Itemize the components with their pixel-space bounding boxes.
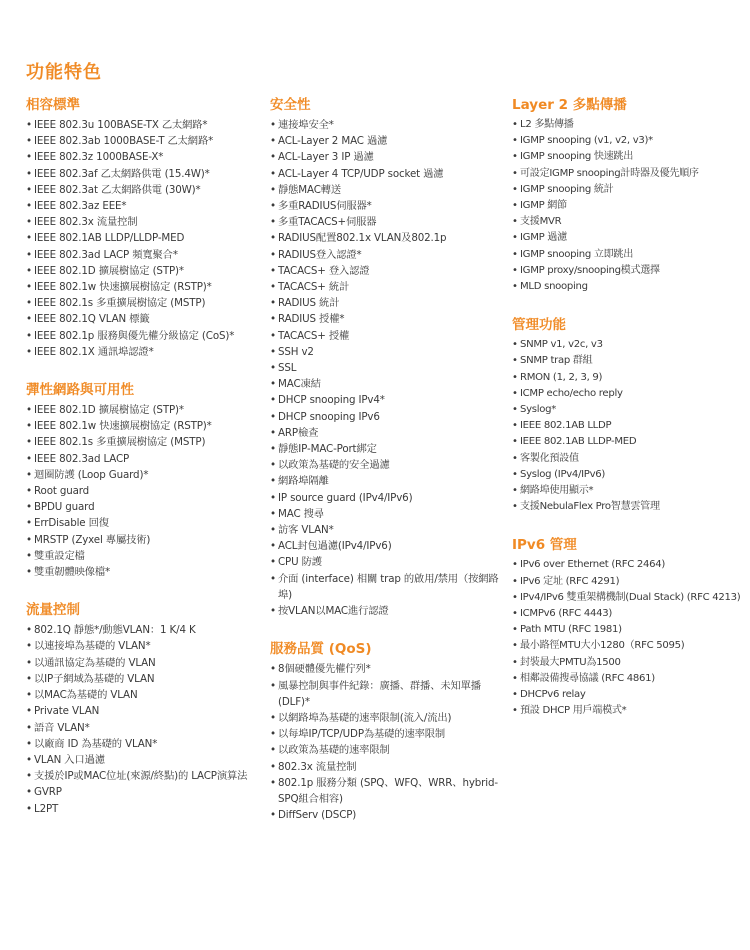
feature-list-item: • IEEE 802.1Q VLAN 標籤 [26, 311, 262, 327]
feature-section [512, 316, 744, 515]
feature-list-item: • 風暴控制與事件紀錄：廣播、群播、未知單播(DLF)* [270, 678, 506, 710]
feature-list-item: • 802.1Q 靜態*/動態VLAN：1 K/4 K [26, 622, 262, 638]
feature-list-item: • GVRP [26, 784, 262, 800]
feature-list-item: • 以IP子網域為基礎的 VLAN [26, 671, 262, 687]
feature-list-item: • RADIUS配置802.1x VLAN及802.1p [270, 230, 506, 246]
section-title: 安全性 [270, 97, 311, 113]
feature-list-item: • 客製化預設值 [512, 451, 744, 467]
feature-list-item: • IGMP 網節 [512, 198, 744, 214]
feature-list-item: • BPDU guard [26, 499, 262, 515]
feature-list-item: • 以網路埠為基礎的速率限制(流入/流出) [270, 710, 506, 726]
feature-list-item: • 封裝最大PMTU為1500 [512, 655, 744, 671]
feature-list-item: • RADIUS 統計 [270, 295, 506, 311]
feature-list-item: • 以連接埠為基礎的 VLAN* [26, 638, 262, 654]
feature-list-item: • 以每埠IP/TCP/UDP為基礎的速率限制 [270, 726, 506, 742]
feature-list-item: • IEEE 802.1s 多重擴展樹協定 (MSTP) [26, 434, 262, 450]
feature-section [270, 96, 506, 619]
feature-list-item: • IEEE 802.3x 流量控制 [26, 214, 262, 230]
feature-list-item: • 預設 DHCP 用戶端模式* [512, 703, 744, 719]
feature-column-1 [26, 96, 262, 838]
section-title: 管理功能 [512, 317, 566, 334]
feature-list-item: • TACACS+ 授權 [270, 328, 506, 344]
section-title: Layer 2 多點傳播 [512, 97, 627, 113]
feature-list-item: • 迴圈防護 (Loop Guard)* [26, 467, 262, 483]
feature-list [512, 337, 744, 515]
feature-list-item: • ARP檢查 [270, 425, 506, 441]
feature-list-item: • 多重RADIUS伺服器* [270, 198, 506, 214]
feature-list-item: • IGMP proxy/snooping模式選擇 [512, 263, 744, 279]
feature-list [26, 402, 262, 580]
feature-list-item: • 8個硬體優先權佇列* [270, 661, 506, 677]
feature-list-item: • IEEE 802.1D 擴展樹協定 (STP)* [26, 402, 262, 418]
feature-list-item: • ErrDisable 回復 [26, 515, 262, 531]
feature-list [26, 117, 262, 360]
feature-list-item: • IGMP snooping (v1, v2, v3)* [512, 133, 744, 149]
feature-list-item: • IEEE 802.1w 快速擴展樹協定 (RSTP)* [26, 418, 262, 434]
feature-list-item: • Syslog* [512, 402, 744, 418]
feature-list-item: • DiffServ (DSCP) [270, 807, 506, 823]
feature-list-item: • IEEE 802.3z 1000BASE-X* [26, 149, 262, 165]
feature-list-item: • IGMP snooping 快速跳出 [512, 149, 744, 165]
feature-list-item: • 802.3x 流量控制 [270, 759, 506, 775]
feature-list-item: • 相鄰設備搜尋協議 (RFC 4861) [512, 671, 744, 687]
feature-list-item: • IGMP 過濾 [512, 230, 744, 246]
feature-list-item: • Path MTU (RFC 1981) [512, 622, 744, 638]
feature-list-item: • RADIUS 授權* [270, 311, 506, 327]
feature-section [26, 381, 262, 580]
feature-list-item: • IEEE 802.1X 通訊埠認證* [26, 344, 262, 360]
feature-list-item: • 網路埠使用顯示* [512, 483, 744, 499]
feature-list-item: • 雙重韌體映像檔* [26, 564, 262, 580]
feature-list-item: • VLAN 入口過濾 [26, 752, 262, 768]
feature-list-item: • 靜態MAC轉送 [270, 182, 506, 198]
feature-list-item: • 以廠商 ID 為基礎的 VLAN* [26, 736, 262, 752]
feature-section [26, 601, 262, 816]
feature-list-item: • IEEE 802.3af 乙太網路供電 (15.4W)* [26, 166, 262, 182]
feature-list-item: • SNMP v1, v2c, v3 [512, 337, 744, 353]
feature-section [26, 96, 262, 360]
feature-list-item: • IEEE 802.1p 服務與優先權分級協定 (CoS)* [26, 328, 262, 344]
page-title: 功能特色 [26, 62, 102, 83]
section-title: 服務品質 (QoS) [270, 641, 372, 658]
section-title: 流量控制 [26, 602, 80, 619]
feature-list-item: • DHCPv6 relay [512, 687, 744, 703]
feature-list-item: • ICMP echo/echo reply [512, 386, 744, 402]
feature-list-item: • IEEE 802.3ab 1000BASE-T 乙太網路* [26, 133, 262, 149]
feature-list-item: • SSH v2 [270, 344, 506, 360]
feature-list-item: • IEEE 802.3ad LACP [26, 451, 262, 467]
feature-list-item: • 按VLAN以MAC進行認證 [270, 603, 506, 619]
feature-list-item: • IEEE 802.1AB LLDP/LLDP-MED [26, 230, 262, 246]
feature-list-item: • ACL封包過濾(IPv4/IPv6) [270, 538, 506, 554]
feature-list-item: • 靜態IP-MAC-Port綁定 [270, 441, 506, 457]
feature-list-item: • DHCP snooping IPv4* [270, 392, 506, 408]
feature-list-item: • 以政策為基礎的安全過濾 [270, 457, 506, 473]
feature-section [512, 96, 744, 295]
feature-list-item: • IGMP snooping 立即跳出 [512, 247, 744, 263]
feature-list-item: • MLD snooping [512, 279, 744, 295]
feature-list-item: • 介面 (interface) 相關 trap 的啟用/禁用（按網路埠) [270, 571, 506, 603]
feature-list-item: • RADIUS登入認證* [270, 247, 506, 263]
feature-list-item: • IEEE 802.3ad LACP 頻寬聚合* [26, 247, 262, 263]
feature-list [26, 622, 262, 816]
feature-column-3 [512, 96, 744, 741]
feature-list-item: • IPv4/IPv6 雙重架構機制(Dual Stack) (RFC 4213) [512, 590, 744, 606]
feature-list-item: • TACACS+ 統計 [270, 279, 506, 295]
feature-list-item: • 網路埠隔離 [270, 473, 506, 489]
feature-list-item: • IEEE 802.1w 快速擴展樹協定 (RSTP)* [26, 279, 262, 295]
feature-list-item: • ACL-Layer 3 IP 過濾 [270, 149, 506, 165]
feature-list-item: • 連接埠安全* [270, 117, 506, 133]
feature-list-item: • MAC凍結 [270, 376, 506, 392]
feature-list-item: • 語音 VLAN* [26, 720, 262, 736]
feature-list-item: • 802.1p 服務分類 (SPQ、WFQ、WRR、hybrid-SPQ組合相容) [270, 775, 506, 807]
section-title: 相容標準 [26, 97, 80, 113]
feature-list-item: • 多重TACACS+伺服器 [270, 214, 506, 230]
feature-list-item: • IEEE 802.1D 擴展樹協定 (STP)* [26, 263, 262, 279]
feature-list-item: • IPv6 定址 (RFC 4291) [512, 574, 744, 590]
feature-list-item: • IPv6 over Ethernet (RFC 2464) [512, 557, 744, 573]
feature-list-item: • MRSTP (Zyxel 專屬技術) [26, 532, 262, 548]
feature-list-item: • SNMP trap 群組 [512, 353, 744, 369]
feature-list-item: • L2PT [26, 801, 262, 817]
feature-list-item: • 以MAC為基礎的 VLAN [26, 687, 262, 703]
feature-section [512, 536, 744, 719]
feature-list [512, 557, 744, 719]
feature-list-item: • 支援NebulaFlex Pro智慧雲管理 [512, 499, 744, 515]
feature-list-item: • L2 多點傳播 [512, 117, 744, 133]
feature-list-item: • 支援MVR [512, 214, 744, 230]
feature-list-item: • 以通訊協定為基礎的 VLAN [26, 655, 262, 671]
feature-list-item: • SSL [270, 360, 506, 376]
feature-list-item: • IEEE 802.1AB LLDP-MED [512, 434, 744, 450]
feature-list-item: • MAC 搜尋 [270, 506, 506, 522]
feature-list-item: • Root guard [26, 483, 262, 499]
feature-list-item: • 雙重設定檔 [26, 548, 262, 564]
feature-list-item: • CPU 防護 [270, 554, 506, 570]
section-title: IPv6 管理 [512, 537, 577, 554]
feature-list-item: • Private VLAN [26, 703, 262, 719]
feature-list-item: • IP source guard (IPv4/IPv6) [270, 490, 506, 506]
feature-list-item: • 支援於IP或MAC位址(來源/終點)的 LACP演算法 [26, 768, 262, 784]
feature-list-item: • Syslog (IPv4/IPv6) [512, 467, 744, 483]
section-title: 彈性網路與可用性 [26, 382, 134, 399]
feature-list-item: • IEEE 802.1AB LLDP [512, 418, 744, 434]
feature-list-item: • 訪客 VLAN* [270, 522, 506, 538]
feature-list-item: • 以政策為基礎的速率限制 [270, 742, 506, 758]
feature-list-item: • ACL-Layer 4 TCP/UDP socket 過濾 [270, 166, 506, 182]
feature-section [270, 640, 506, 823]
feature-list-item: • ACL-Layer 2 MAC 過濾 [270, 133, 506, 149]
feature-list [512, 117, 744, 295]
feature-list-item: • IGMP snooping 統計 [512, 182, 744, 198]
feature-list [270, 661, 506, 823]
feature-list-item: • IEEE 802.3az EEE* [26, 198, 262, 214]
feature-list-item: • IEEE 802.1s 多重擴展樹協定 (MSTP) [26, 295, 262, 311]
feature-column-2 [270, 96, 506, 844]
feature-list-item: • RMON (1, 2, 3, 9) [512, 370, 744, 386]
feature-list [270, 117, 506, 619]
feature-list-item: • TACACS+ 登入認證 [270, 263, 506, 279]
feature-list-item: • ICMPv6 (RFC 4443) [512, 606, 744, 622]
feature-list-item: • IEEE 802.3u 100BASE-TX 乙太網路* [26, 117, 262, 133]
feature-list-item: • 最小路徑MTU大小1280（RFC 5095) [512, 638, 744, 654]
feature-list-item: • IEEE 802.3at 乙太網路供電 (30W)* [26, 182, 262, 198]
feature-list-item: • 可設定IGMP snooping計時器及優先順序 [512, 166, 744, 182]
feature-list-item: • DHCP snooping IPv6 [270, 409, 506, 425]
